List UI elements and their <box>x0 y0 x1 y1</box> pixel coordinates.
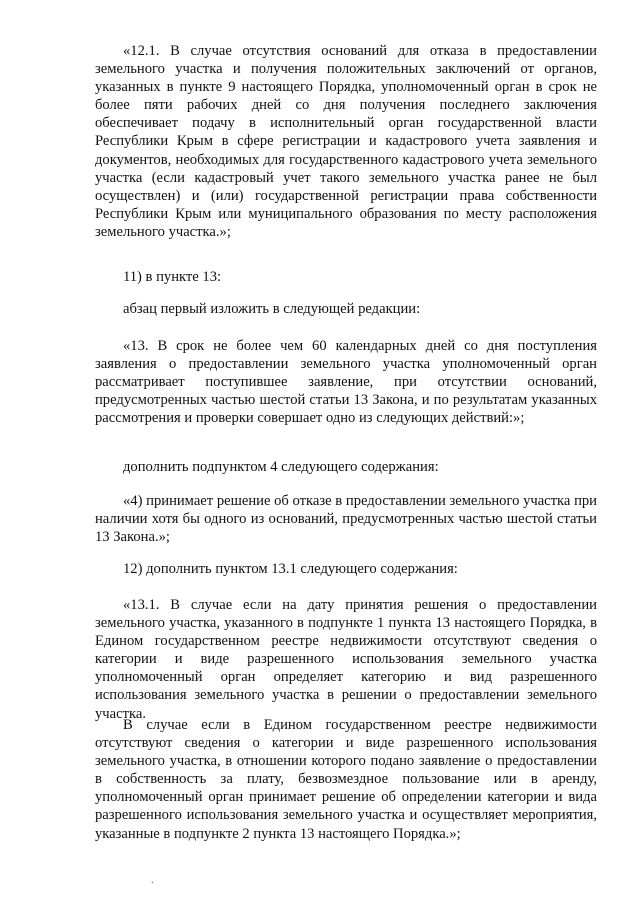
item-12-heading: 12) дополнить пунктом 13.1 следующего содержания: <box>123 561 458 577</box>
item-11-heading: 11) в пункте 13: <box>123 269 222 285</box>
paragraph-13-1: «13.1. В случае если на дату принятия решения о предоставлении земельного участка, указанного в подпункте 1 пункта 13 настоящего Порядка, в Едином государственном реестре недвижимости отсутствуют сведения о категории и виде разрешенного использования земельного участка уполномоченный орган определяет категорию и вид разрешенного использования земельного участка в решении о предоставлении земельного участка. <box>95 597 597 722</box>
instruction-first-paragraph: абзац первый изложить в следующей редакции: <box>123 301 421 317</box>
instruction-add-subitem-4: дополнить подпунктом 4 следующего содержания: <box>123 459 439 475</box>
paragraph-13-1-second: В случае если в Едином государственном реестре недвижимости отсутствуют сведения о категории и виде разрешенного использования земельного участка, в отношении которого подано заявление о предоставлении в собственность за плату, безвозмездное пользование или в аренду, уполномоченный орган принимает решение об определении категории и вида разрешенного использования земельного участка и осуществляет мероприятия, указанные в подпункте 2 пункта 13 настоящего Порядка.»; <box>95 717 597 842</box>
subitem-4: «4) принимает решение об отказе в предоставлении земельного участка при наличии хотя бы одного из оснований, предусмотренных частью шестой статьи 13 Закона.»; <box>95 493 597 546</box>
footer-mark: . <box>151 875 154 886</box>
paragraph-13: «13. В срок не более чем 60 календарных дней со дня поступления заявления о предоставлении земельного участка уполномоченный орган рассматривает поступившее заявление, при отсутствии оснований, предусмотренных частью шестой статьи 13 Закона, и по результатам указанных рассмотрения и проверки совершает одно из следующих действий:»; <box>95 338 597 427</box>
paragraph-12-1: «12.1. В случае отсутствия оснований для отказа в предоставлении земельного участка и получения положительных заключений от органов, указанных в пункте 9 настоящего Порядка, уполномоченный орган в срок не более пяти рабочих дней со дня получения последнего заключения обеспечивает подачу в исполнительный орган государственной власти Республики Крым в сфере регистрации и кадастрового учета заявления и документов, необходимых для государственного кадастрового учета земельного участка (если кадастровый учет такого земельного участка ранее не был осуществлен) и (или) государственной регистрации права собственности Республики Крым или муниципального образования по месту расположения земельного участка.»; <box>95 43 597 240</box>
